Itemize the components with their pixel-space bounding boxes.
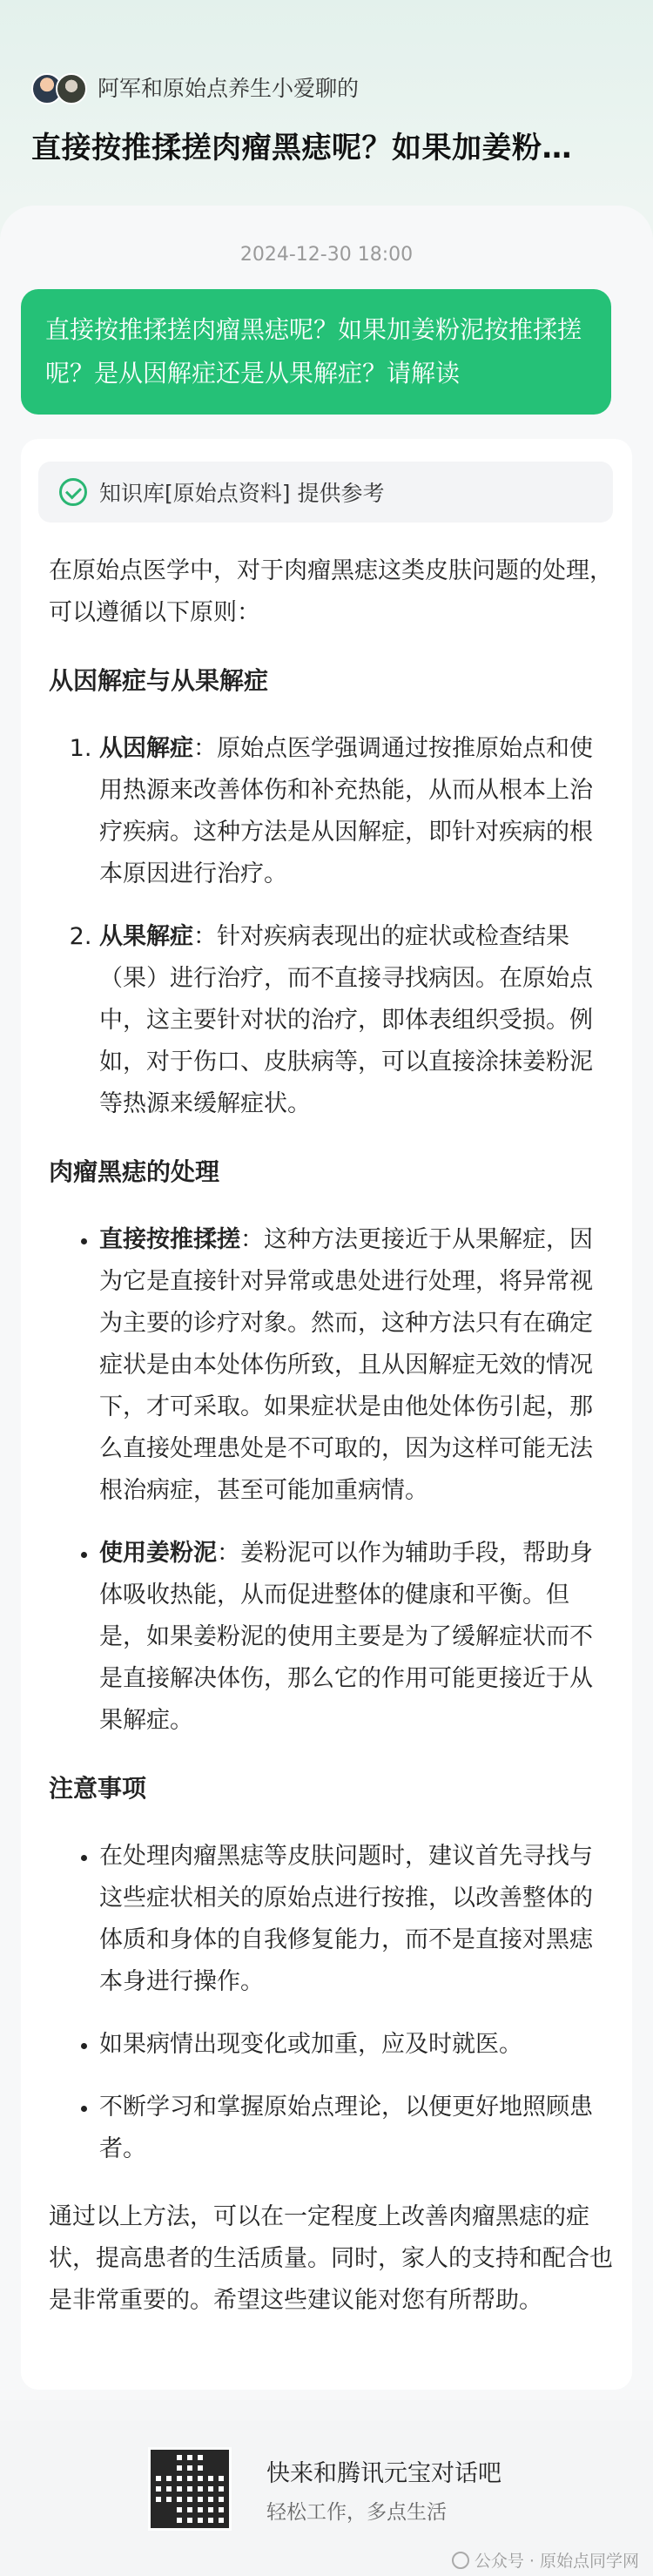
- participant-avatars: [31, 73, 89, 105]
- page-title: 直接按推揉搓肉瘤黑痣呢？如果加姜粉…: [31, 131, 572, 165]
- section-heading: 从因解症与从果解症: [49, 666, 269, 695]
- item-text: ：这种方法更接近于从果解症，因为它是直接针对异常或患处进行处理，将异常视为主要的诊疗对象。然而，这种方法只有在确定症状是由本处体伤所致，且从因解症无效的情况下，才可采取。如果症状是由他处体伤引起，那么直接处理患处是不可取的，因为这样可能无法根治病症，甚至可能加重病情。: [99, 1226, 593, 1504]
- bullet-list: [49, 1219, 615, 1742]
- footer: [0, 2421, 653, 2576]
- item-text: ：针对疾病表现出的症状或检查结果（果）进行治疗，而不直接寻找病因。在原始点中，这主要针对状的治疗，即体表组织受损。例如，对于伤口、皮肤病等，可以直接涂抹姜粉泥等热源来缓解症状。: [99, 923, 593, 1117]
- knowledge-base-note[interactable]: [38, 462, 613, 523]
- item-bold: 直接按推揉搓: [99, 1226, 240, 1253]
- item-bold: 从因解症: [99, 735, 193, 762]
- ordered-list: [49, 728, 615, 1125]
- item-text: ：原始点医学强调通过按推原始点和使用热源来改善体伤和补充热能，从而从根本上治疗疾病。这种方法是从因解症，即针对疾病的根本原因进行治疗。: [99, 735, 593, 887]
- footer-cta[interactable]: 快来和腾讯元宝对话吧: [266, 2460, 502, 2487]
- qr-code-icon[interactable]: [148, 2447, 232, 2531]
- header: [0, 0, 653, 209]
- footer-slogan: 轻松工作，多点生活: [266, 2501, 447, 2524]
- answer-body: [49, 550, 615, 2348]
- list-item: [99, 728, 615, 895]
- check-circle-icon: [59, 478, 87, 506]
- chat-card: [0, 206, 653, 2400]
- timestamp: 2024-12-30 18:00: [239, 244, 414, 266]
- knowledge-base-label: 知识库[原始点资料] 提供参考: [99, 481, 385, 506]
- list-item: • 在处理肉瘤黑痣等皮肤问题时，建议首先寻找与这些症状相关的原始点进行按推，以改善整体的体质和身体的自我修复能力，而不是直接对黑痣本身进行操作。: [99, 1836, 615, 2003]
- avatar: [56, 73, 87, 105]
- list-item: [99, 1533, 615, 1742]
- item-bold: 使用姜粉泥: [99, 1540, 217, 1567]
- answer-card: [21, 439, 632, 2390]
- bullet-list: [49, 1836, 615, 2170]
- section-heading: 注意事项: [49, 1774, 147, 1803]
- list-item: • 不断学习和掌握原始点理论，以便更好地照顾患者。: [99, 2087, 615, 2170]
- intro-paragraph: 在原始点医学中，对于肉瘤黑痣这类皮肤问题的处理，可以遵循以下原则：: [49, 557, 613, 626]
- section-heading: 肉瘤黑痣的处理: [49, 1157, 220, 1186]
- wechat-logo-icon: [452, 2552, 469, 2569]
- conclusion-paragraph: 通过以上方法，可以在一定程度上改善肉瘤黑痣的症状，提高患者的生活质量。同时，家人的支持和配合也是非常重要的。希望这些建议能对您有所帮助。: [49, 2203, 613, 2314]
- watermark: [452, 2548, 639, 2572]
- participants-label: 阿军和原始点养生小爱聊的: [98, 76, 360, 101]
- list-item: [99, 1219, 615, 1512]
- user-question-bubble: 直接按推揉搓肉瘤黑痣呢？如果加姜粉泥按推揉搓呢？是从因解症还是从果解症？请解读: [21, 289, 611, 415]
- list-item: [99, 916, 615, 1125]
- item-text: ：姜粉泥可以作为辅助手段，帮助身体吸收热能，从而促进整体的健康和平衡。但是，如果姜粉泥的使用主要是为了缓解症状而不是直接解决体伤，那么它的作用可能更接近于从果解症。: [99, 1540, 593, 1734]
- watermark-text: 公众号 · 原始点同学网: [474, 2552, 639, 2571]
- list-item: • 如果病情出现变化或加重，应及时就医。: [99, 2024, 615, 2066]
- item-bold: 从果解症: [99, 923, 193, 950]
